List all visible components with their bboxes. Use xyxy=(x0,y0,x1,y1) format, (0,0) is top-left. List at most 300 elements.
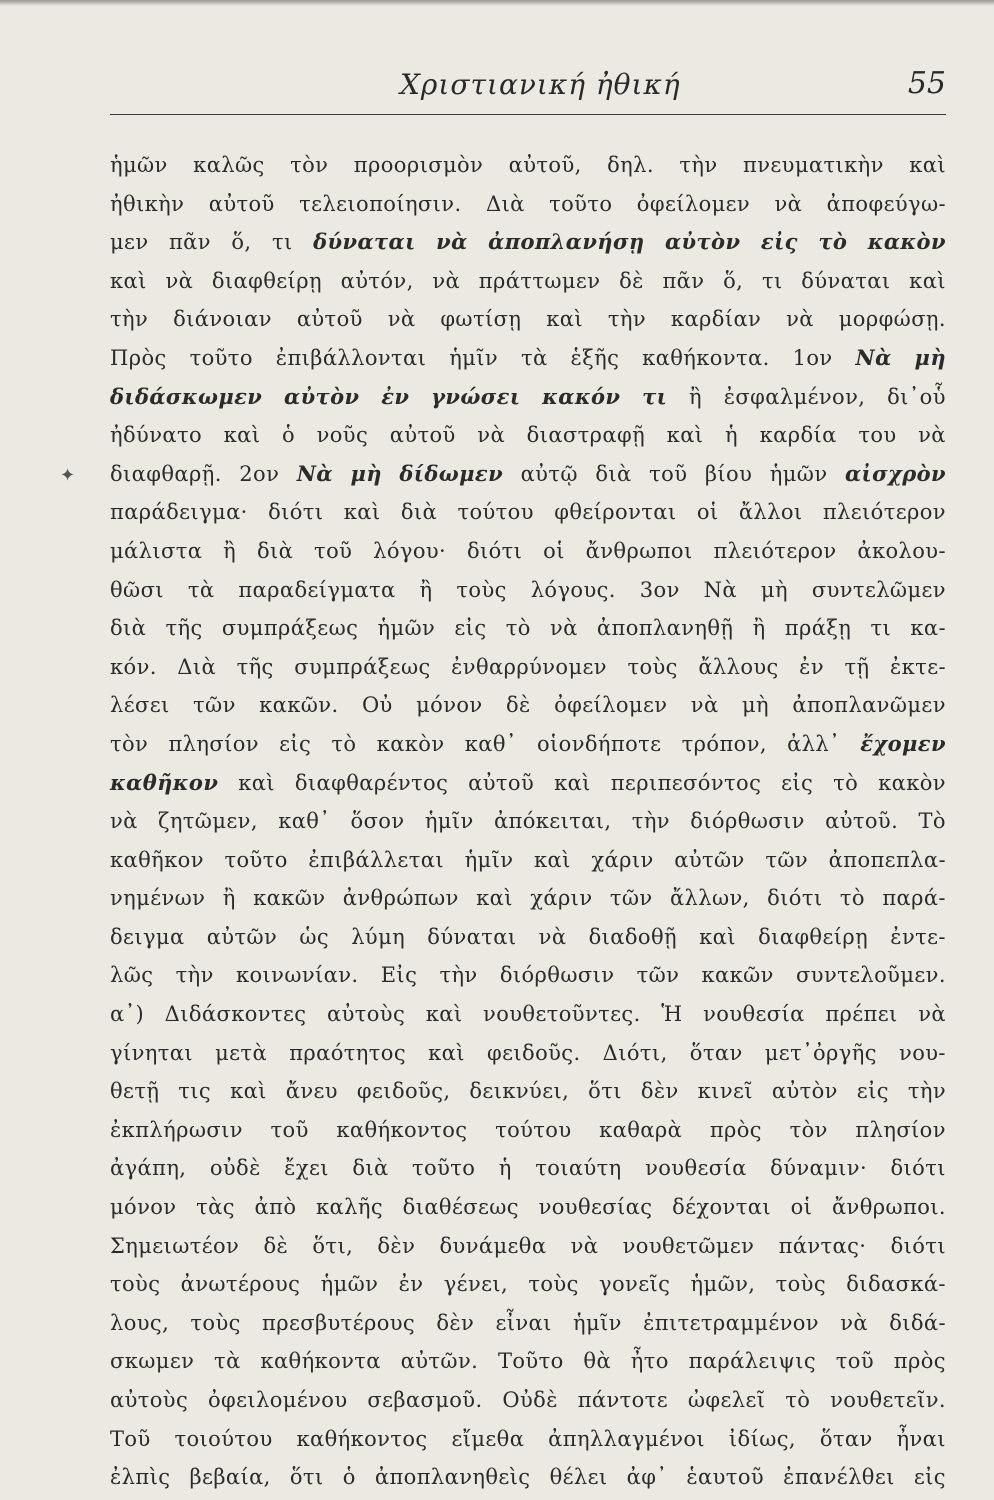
word: τοῦ xyxy=(649,461,688,486)
word: δηλ. xyxy=(607,153,654,177)
word: κακῶν xyxy=(253,886,326,911)
word: ἀπόκειται, xyxy=(493,809,612,834)
word: καὶ xyxy=(428,1040,465,1065)
word: τὴν xyxy=(607,307,647,332)
word: καθήκοντα. xyxy=(642,345,770,370)
word: θετῇ xyxy=(110,1079,160,1104)
word: τὸ xyxy=(818,229,848,255)
word: μάλιστα xyxy=(110,538,203,563)
word: ἀποπλανήσῃ xyxy=(488,229,645,255)
word: εἴμεθα xyxy=(451,1426,525,1451)
word: ἢ xyxy=(222,886,236,911)
word: ἦτο xyxy=(630,1349,669,1374)
word: διόρθωσιν xyxy=(690,809,805,834)
word: δίδωμεν xyxy=(399,460,504,486)
word: τοὺς xyxy=(456,577,507,602)
text-line xyxy=(110,725,946,764)
word: τὴν xyxy=(679,153,718,177)
word: τοῦτο xyxy=(412,1156,476,1181)
word: Νὰ xyxy=(855,344,892,370)
word: νὰ xyxy=(690,693,719,718)
text-line xyxy=(110,1227,946,1266)
word: συντελῶμεν xyxy=(811,577,946,602)
word: τῆς xyxy=(165,616,203,641)
word: καὶ xyxy=(666,423,704,448)
word: ἀλλ᾽ xyxy=(787,731,841,756)
word: νὰ xyxy=(432,268,461,293)
word: κακὸν xyxy=(376,731,445,756)
word: χάριν xyxy=(591,847,654,872)
word: νουθετεῖν. xyxy=(830,1388,946,1412)
text-line xyxy=(110,493,946,532)
word: ὁ xyxy=(342,1465,356,1490)
word: διὰ xyxy=(400,500,438,525)
word: τῶν xyxy=(765,847,809,872)
word: καὶ xyxy=(699,924,736,949)
word: τὸ xyxy=(505,616,531,641)
word: φωτίσῃ xyxy=(440,307,522,332)
text-line xyxy=(110,416,946,455)
word: δὲν xyxy=(377,1233,416,1258)
word: ὠφελεῖ xyxy=(687,1388,766,1412)
word: καθ᾽ xyxy=(464,731,517,756)
word: λόγου· xyxy=(373,538,447,563)
text-line xyxy=(110,339,946,378)
word: ἀποφεύγω- xyxy=(826,191,946,216)
text-line xyxy=(110,185,946,224)
word: ἀκολου- xyxy=(857,538,946,563)
text-line xyxy=(110,1034,946,1073)
word: θέλει xyxy=(549,1465,608,1490)
word: αὐτοὺς xyxy=(327,1002,406,1027)
word: ἡμῶν xyxy=(377,616,436,641)
word: ἢ xyxy=(223,538,237,563)
word: κακόν xyxy=(542,383,621,409)
word: τοὺς xyxy=(110,1272,161,1297)
word: κακῶν. xyxy=(259,693,339,718)
word: οἱ xyxy=(696,500,719,525)
word: τι xyxy=(642,383,668,409)
word: καὶ xyxy=(223,423,261,448)
word: κοινωνίαν. xyxy=(235,963,359,988)
word: τοῦ xyxy=(270,1117,309,1142)
word: κινεῖ xyxy=(697,1079,753,1104)
word: ὁ xyxy=(281,423,295,448)
text-line xyxy=(110,841,946,880)
word: λους, xyxy=(110,1310,170,1335)
word: πλησίον xyxy=(168,731,259,756)
word: νὰ xyxy=(477,423,506,448)
word: μόνον xyxy=(416,693,483,718)
word: καὶ xyxy=(909,268,946,293)
word: δὲ xyxy=(619,268,644,293)
word: αὐτοῦ xyxy=(296,307,363,332)
word: αὐτοῦ xyxy=(468,770,535,795)
word: ἑαυτοῦ xyxy=(686,1465,765,1490)
word: διδάσκωμεν xyxy=(110,383,263,409)
word: πρέπει xyxy=(825,1002,898,1027)
word: ἡμῖν xyxy=(464,847,514,872)
word: συμπράξεως xyxy=(294,654,431,679)
word: ἄνθρωποι. xyxy=(831,1195,946,1220)
word: τις xyxy=(178,1079,212,1104)
word: ἑξῆς xyxy=(570,345,620,370)
word: ἐκπλήρωσιν xyxy=(110,1117,243,1142)
text-line xyxy=(110,532,946,571)
word: νὰ xyxy=(918,423,946,448)
word: πλειότερον xyxy=(822,500,946,525)
word: καρδίαν xyxy=(670,307,762,332)
word: καθ᾽ xyxy=(278,809,331,834)
word: ἐσφαλμένον, xyxy=(723,384,866,409)
word: του xyxy=(858,423,897,448)
word: σεβασμοῦ. xyxy=(367,1388,483,1412)
word: ὀφείλομεν xyxy=(554,693,668,718)
word: λόγους. xyxy=(530,577,616,602)
word: δὲ xyxy=(505,693,531,718)
word: διὰ xyxy=(110,616,147,641)
word: οἱονδήποτε xyxy=(536,731,662,756)
word: διὰ xyxy=(595,461,632,486)
word: τὴν xyxy=(631,809,670,834)
word: διόρθωσιν xyxy=(499,963,615,988)
word: α᾽) xyxy=(110,1002,145,1027)
word: θὰ xyxy=(583,1349,612,1374)
word: σκωμεν xyxy=(110,1349,195,1374)
text-line xyxy=(110,1265,946,1304)
page-number: 55 xyxy=(907,66,946,101)
word: πᾶν xyxy=(168,230,211,255)
word: λύμη xyxy=(351,924,406,949)
word: ἄλλοι xyxy=(738,500,803,525)
word: τὰ xyxy=(187,577,215,602)
word: δύναται xyxy=(801,268,891,293)
word: Τοῦτο xyxy=(497,1349,564,1374)
text-line xyxy=(110,300,946,339)
word: νὰ xyxy=(549,616,578,641)
word: τοιαύτη xyxy=(535,1156,622,1181)
word: εἰς xyxy=(279,731,312,756)
word: ἀνωτέρους xyxy=(180,1272,301,1297)
word: ἡμῖν xyxy=(573,1310,622,1335)
word: Τοῦ xyxy=(110,1426,151,1451)
word: διαθέσεως xyxy=(402,1195,519,1220)
word: ἢ xyxy=(689,384,702,409)
word: ἢ xyxy=(752,616,766,641)
word: κακῶν xyxy=(701,963,774,988)
word: νοῦς xyxy=(316,423,369,448)
word: καὶ xyxy=(343,500,381,525)
word: νὰ xyxy=(840,1310,868,1335)
word: ἔχει xyxy=(284,1156,329,1181)
word: ἀποπλανηθῇ xyxy=(596,616,734,641)
word: μεν xyxy=(110,230,149,255)
word: τῶν xyxy=(636,963,680,988)
word: ἡμῖν xyxy=(424,809,474,834)
word: νουθεσίας xyxy=(538,1195,653,1220)
word: εἰς xyxy=(913,1465,946,1490)
word: Οὐδὲ xyxy=(502,1388,558,1412)
text-line xyxy=(110,146,946,185)
word: αὐτῶν. xyxy=(400,1349,479,1374)
word: ἡμῖν xyxy=(449,345,499,370)
word: νὰ xyxy=(774,191,803,216)
word: καλῶς xyxy=(193,153,265,177)
word: Σημειωτέον xyxy=(110,1233,240,1258)
word: καὶ xyxy=(238,770,275,795)
text-line xyxy=(110,1304,946,1343)
word: καθήκοντος xyxy=(336,1117,468,1142)
word: ἰδίως, xyxy=(728,1426,796,1451)
word: συντελοῦμεν. xyxy=(796,963,946,988)
word: τὸ xyxy=(785,1388,811,1412)
word: δύναται xyxy=(313,229,416,255)
word: παράδειγμα· xyxy=(110,500,248,525)
word: εἰς xyxy=(454,616,487,641)
word: δυνάμεθα xyxy=(439,1233,547,1258)
text-line xyxy=(110,609,946,648)
word: κακὸν xyxy=(867,229,946,255)
word: κακὸν xyxy=(878,770,946,795)
word: αὐτοῦ xyxy=(389,423,456,448)
word: τῇ xyxy=(844,654,870,679)
word: φθείρονται xyxy=(554,500,677,525)
word: αὐτῶν xyxy=(674,847,745,872)
word: νουθεσία xyxy=(703,1002,805,1027)
word: Διὰ xyxy=(177,654,217,679)
word: τρόπον, xyxy=(681,731,767,756)
word: Διὰ xyxy=(485,191,525,216)
word: ἠθικὴν xyxy=(110,191,185,216)
text-line xyxy=(110,1458,946,1497)
body-text xyxy=(110,146,946,1497)
word: τῶν xyxy=(193,693,236,718)
word: δεικνύει, xyxy=(469,1079,570,1104)
word: ζητῶμεν, xyxy=(158,809,258,834)
word: μόνον xyxy=(110,1195,177,1220)
word: τοὺς xyxy=(528,1272,579,1297)
word: τὴν xyxy=(439,963,478,988)
word: βεβαία, xyxy=(189,1465,271,1490)
word: Νὰ xyxy=(296,460,333,486)
word: τι xyxy=(271,230,293,255)
word: καρδία xyxy=(759,423,837,448)
word: τὰς xyxy=(196,1195,235,1220)
word: ἐπανέλθει xyxy=(783,1465,895,1490)
word: ἀπὸ xyxy=(254,1195,297,1220)
word: βίου xyxy=(704,461,753,486)
word: ἐνθαρρύνομεν xyxy=(451,654,607,679)
word: οἱ xyxy=(790,1195,813,1220)
word: διὰ xyxy=(352,1156,389,1181)
word: τούτου xyxy=(457,500,534,525)
word: νουθετῶμεν xyxy=(622,1233,755,1258)
word: γονεῖς xyxy=(599,1272,671,1297)
margin-mark: ✦ xyxy=(60,465,76,486)
word: αὐτοῦ xyxy=(208,191,275,216)
word: ἐν xyxy=(381,383,410,409)
word: προορισμὸν xyxy=(353,153,484,177)
word: τοῦ xyxy=(835,1349,875,1374)
page-top-edge xyxy=(0,0,994,6)
word: ἄνευ xyxy=(285,1079,338,1104)
word: ὅτι, xyxy=(312,1233,354,1258)
word: θῶσι xyxy=(110,577,164,602)
word: διότι xyxy=(890,1156,946,1181)
word: καὶ xyxy=(534,847,571,872)
word: ἡ xyxy=(725,423,738,448)
word: Οὐ xyxy=(361,693,393,718)
word: μὴ xyxy=(914,344,946,370)
word: πρὸς xyxy=(893,1349,946,1374)
word: ἐπιβάλλεται xyxy=(308,847,444,872)
word: λέσει xyxy=(110,693,170,718)
word: μετὰ xyxy=(215,1040,268,1065)
word: ἄνθρωποι xyxy=(585,538,693,563)
word: ἐκτε- xyxy=(889,654,946,679)
word: τὴν xyxy=(907,1079,946,1104)
word: δὲν xyxy=(640,1079,679,1104)
word: διότι xyxy=(268,500,324,525)
word: καθήκοντα xyxy=(260,1349,381,1374)
word: πᾶν xyxy=(662,268,705,293)
word: ἐντε- xyxy=(890,924,946,949)
word: καθήκοντος xyxy=(296,1426,428,1451)
word: γένει, xyxy=(443,1272,509,1297)
text-line xyxy=(110,764,946,803)
word: νὰ xyxy=(786,307,814,332)
word: διαδοθῇ xyxy=(588,924,677,949)
word: τὸ xyxy=(839,886,865,911)
word: τι xyxy=(870,616,892,641)
text-line xyxy=(110,1149,946,1188)
word: νουθετοῦντες. xyxy=(483,1002,641,1027)
word: διδασκά- xyxy=(846,1272,946,1297)
word: Ἡ xyxy=(661,1002,683,1027)
word: οὐδὲ xyxy=(209,1156,261,1181)
word: διαφθαρῇ. xyxy=(110,461,222,486)
word: δὲν xyxy=(436,1310,475,1335)
word: πράττωμεν xyxy=(478,268,601,293)
word: τὰ xyxy=(214,1349,241,1374)
word: τοῦτο xyxy=(549,191,613,216)
word: Διδάσκοντες xyxy=(164,1002,307,1027)
word: καὶ xyxy=(476,886,513,911)
word: συμπράξεως xyxy=(221,616,359,641)
word: αὐτοῦ, xyxy=(508,153,582,177)
text-line xyxy=(110,802,946,841)
word: ὅσον xyxy=(350,809,405,834)
text-line xyxy=(110,571,946,610)
word: πράξῃ xyxy=(784,616,852,641)
text-line xyxy=(110,455,946,494)
word: διαστραφῇ xyxy=(526,423,646,448)
text-line xyxy=(110,1188,946,1227)
word: νημένων xyxy=(110,886,206,911)
word: ὀφείλομεν xyxy=(636,191,751,216)
word: ἀποπλανηθεὶς xyxy=(374,1465,531,1490)
word: τὸ xyxy=(833,770,859,795)
word: γίνηται xyxy=(110,1040,193,1065)
word: καθῆκον xyxy=(110,769,219,795)
word: παρά- xyxy=(882,886,946,911)
word: χάριν xyxy=(530,886,593,911)
word: καὶ xyxy=(425,1002,463,1027)
text-line xyxy=(110,995,946,1034)
word: τὰ xyxy=(520,345,548,370)
word: τὸν xyxy=(110,731,149,756)
word: αὐτοῦ. xyxy=(825,809,899,834)
word: τοὺς xyxy=(190,1310,241,1335)
word: μὴ xyxy=(760,577,788,602)
word: τῶν xyxy=(609,886,653,911)
word: μὴ xyxy=(741,693,769,718)
word: διότι xyxy=(767,886,823,911)
word: γνώσει xyxy=(431,383,521,409)
word: 1ον xyxy=(792,345,833,370)
word: τοὺς xyxy=(775,1272,826,1297)
word: κόν. xyxy=(110,654,157,679)
word: δι᾽οὗ xyxy=(887,384,946,409)
word: τι xyxy=(761,268,783,293)
word: διότι xyxy=(466,538,523,563)
word: ἡμῶν xyxy=(110,153,168,177)
word: πλειότερον xyxy=(713,538,837,563)
word: δέχονται xyxy=(672,1195,771,1220)
word: παράλειψις xyxy=(688,1349,817,1374)
running-title: Χριστιανική ἠθική xyxy=(400,68,681,101)
word: τοῦτο xyxy=(189,345,253,370)
text-line xyxy=(110,1342,946,1381)
word: πραότητος xyxy=(289,1040,406,1065)
word: αὐτὸν xyxy=(771,1079,838,1104)
word: τούτου xyxy=(495,1117,572,1142)
word: Τὸ xyxy=(918,809,946,834)
word: δύναμιν· xyxy=(770,1156,868,1181)
word: πάντας· xyxy=(778,1233,867,1258)
word: δύναται xyxy=(427,924,517,949)
word: 2ον xyxy=(239,461,280,486)
word: εἰς xyxy=(856,1079,889,1104)
text-line xyxy=(110,223,946,262)
text-line xyxy=(110,648,946,687)
word: καθαρὰ xyxy=(599,1117,683,1142)
word: ἄλλους xyxy=(698,654,779,679)
text-line xyxy=(110,1072,946,1111)
word: καὶ xyxy=(230,1079,267,1104)
word: ἐν xyxy=(799,654,825,679)
word: διαφθαρέντος xyxy=(294,770,449,795)
word: ἡμῶν xyxy=(320,1272,379,1297)
word: Εἰς xyxy=(380,963,418,988)
word: ἀποπεπλα- xyxy=(828,847,946,872)
word: τὸ xyxy=(331,731,357,756)
word: περιπεσόντος xyxy=(610,770,762,795)
word: τὸν xyxy=(290,153,329,177)
word: οἱ xyxy=(543,538,565,563)
running-header xyxy=(110,62,946,115)
word: καὶ xyxy=(546,307,583,332)
word: Νὰ xyxy=(703,577,738,602)
word: τῆς xyxy=(236,654,274,679)
word: ἠδύνατο xyxy=(110,423,202,448)
word: εἶναι xyxy=(495,1310,552,1335)
word: ἡ xyxy=(498,1156,512,1181)
word: αὐτῶν xyxy=(206,924,278,949)
word: εἰς xyxy=(760,229,798,255)
text-line xyxy=(110,378,946,417)
word: διότι xyxy=(890,1233,946,1258)
